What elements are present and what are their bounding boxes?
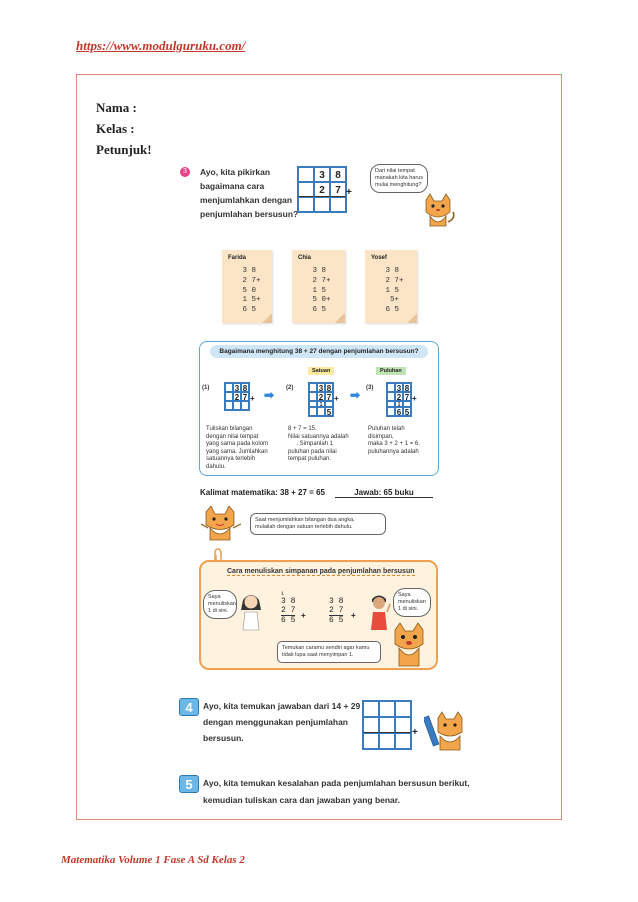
grid-cell: 2: [314, 182, 330, 197]
step-text-line: Tuliskan bilangan: [206, 426, 253, 432]
grid-cell[interactable]: [379, 701, 395, 717]
step-3-text: [368, 426, 438, 456]
q4-line: bersusun.: [203, 733, 244, 743]
q3-line: menjumlahkan dengan: [200, 195, 293, 205]
grid-cell: 3: [234, 384, 240, 393]
question-5-number: 5: [179, 775, 199, 793]
calc-line: 6 5: [329, 616, 344, 625]
grid-cell: [298, 197, 314, 212]
calc-line: 3 8: [329, 597, 344, 606]
q3-line: Ayo, kita pikirkan: [200, 167, 271, 177]
bubble-line: 1 di sini.: [398, 606, 419, 612]
carry-digit: 1: [281, 591, 285, 597]
q5-line: kemudian tuliskan cara dan jawaban yang benar.: [203, 795, 400, 805]
header-url-link[interactable]: https://www.modulguruku.com/: [76, 38, 246, 53]
grid-cell: 5: [326, 408, 332, 417]
calc-line: 2 7: [281, 606, 296, 615]
solution-card-chia: [292, 250, 345, 323]
step-text-line: puluhannya adalah: [368, 448, 419, 455]
grid-cell: 2: [234, 393, 240, 402]
grid-cell: 8: [326, 384, 332, 393]
card-name: Chia: [298, 255, 312, 261]
carry-find-bubble: [277, 641, 381, 663]
grid-cell: 1: [395, 401, 403, 407]
card-calculation: 3 8 2 7+ 5 0 1 5+ 6 5: [242, 267, 261, 315]
grid-cell: [225, 383, 233, 392]
solution-card-yosef: [365, 250, 417, 323]
girl-student-icon: [239, 590, 263, 632]
q3-plus-sign: +: [346, 187, 352, 198]
grid-cell: [225, 392, 233, 401]
bubble-line: mulailah dengan satuan terlebih dahulu.: [255, 524, 353, 530]
carry-plus-a: +: [301, 611, 306, 620]
grid-cell[interactable]: [379, 717, 395, 733]
step-text-line: dahulu.: [206, 463, 226, 470]
q3-place-value-grid: [297, 166, 347, 213]
card-fold: [335, 313, 345, 323]
grid-cell: 2: [318, 393, 324, 402]
bubble-line: 1 di sini.: [208, 608, 229, 614]
bubble-line: tidak lupa saat menyimpan 1.: [282, 652, 354, 658]
step-text-line: yang sama. Jumlahkan: [206, 448, 268, 455]
step-2-grid: [308, 382, 334, 417]
grid-cell: [298, 182, 314, 197]
question-4-number: 4: [179, 698, 199, 716]
arrow-right-icon: ➡: [350, 388, 361, 402]
carry-box: [199, 560, 438, 670]
carry-left-bubble: [203, 590, 237, 619]
method-title: Bagaimana menghitung 38 + 27 dengan penjumlahan bersusun?: [210, 345, 428, 358]
carry-plus-b: +: [351, 611, 356, 620]
grid-cell[interactable]: [363, 701, 379, 717]
bubble-line: Dari nilai tempat: [375, 168, 415, 174]
grid-cell: [309, 407, 317, 416]
grid-cell: 7: [330, 182, 346, 197]
bubble-line: Saat menjumlahkan bilangan dua angka,: [255, 517, 355, 523]
question-3-prompt: [200, 165, 298, 221]
q4-line: Ayo, kita temukan jawaban dari 14 + 29: [203, 701, 361, 711]
grid-cell: [317, 407, 325, 416]
q4-plus-sign: +: [412, 727, 418, 738]
step-2-number: (2): [286, 385, 294, 391]
step-1-plus: +: [250, 394, 255, 403]
grid-cell[interactable]: [395, 717, 411, 733]
step-text-line: puluhan pada nilai: [288, 448, 337, 455]
grid-cell[interactable]: [395, 733, 411, 749]
grid-cell: [233, 401, 241, 410]
grid-cell: 3: [318, 384, 324, 393]
cat-with-pencil-icon: [424, 710, 464, 752]
step-2-plus: +: [334, 394, 339, 403]
card-calculation: 3 8 2 7+ 1 5 5 0+ 6 5: [312, 267, 331, 315]
grid-cell: [298, 167, 314, 182]
bubble-line: Saya: [208, 594, 221, 600]
grid-cell[interactable]: [363, 733, 379, 749]
grid-cell: 8: [330, 167, 346, 182]
grid-cell: 1: [317, 401, 325, 407]
grid-cell: 5: [404, 408, 410, 417]
step-text-line: tempat puluhan.: [288, 456, 332, 462]
step-text-line: yang sama pada kolom: [206, 441, 269, 447]
grid-cell: 7: [404, 393, 410, 402]
class-label: Kelas :: [96, 121, 135, 136]
q3-line: penjumlahan bersusun?: [200, 209, 299, 219]
calc-line: 2 7: [329, 606, 344, 615]
tip-bubble: [250, 513, 386, 535]
calc-line: 6 5: [281, 616, 296, 625]
step-1-grid: [224, 382, 250, 411]
step-3-number: (3): [366, 385, 374, 391]
grid-cell: [387, 392, 395, 401]
cat-mascot-icon: [200, 506, 242, 542]
grid-cell[interactable]: [379, 733, 395, 749]
card-name: Farida: [228, 255, 247, 261]
carry-right-bubble: [393, 588, 431, 617]
grid-cell: 6: [396, 408, 402, 417]
solution-card-farida: [222, 250, 272, 323]
bubble-line: manakah kita harus: [375, 175, 423, 181]
step-text-line: maka 3 + 2 + 1 = 6.: [368, 441, 420, 447]
grid-cell: [387, 383, 395, 392]
question-3-number: 3: [180, 167, 190, 177]
carry-calc-a: [281, 592, 295, 625]
q4-answer-grid[interactable]: [362, 700, 412, 750]
arrow-right-icon: ➡: [264, 388, 275, 402]
grid-cell: 2: [396, 393, 402, 402]
bubble-line: Temukan caramu sendiri agar kamu: [282, 645, 370, 651]
step-2-text: [288, 426, 368, 464]
bubble-line: mulai menghitung?: [375, 182, 422, 188]
step-1-text: [206, 426, 286, 471]
grid-cell: [309, 392, 317, 401]
step-text-line: Puluhan telah: [368, 426, 405, 432]
math-sentence: Kalimat matematika: 38 + 27 = 65: [200, 488, 325, 497]
step-text-line: 8 + 7 = 15.: [288, 426, 317, 432]
grid-cell: [309, 383, 317, 392]
question-4-prompt: [203, 698, 360, 746]
footer-text: Matematika Volume 1 Fase A Sd Kelas 2: [61, 854, 245, 866]
step-text-line: satuannya terlebih: [206, 456, 256, 462]
question-5-prompt: [203, 775, 470, 809]
grid-cell: 8: [404, 384, 410, 393]
card-calculation: 3 8 2 7+ 1 5 5+ 6 5: [385, 267, 404, 315]
grid-cell: [225, 401, 233, 410]
step-1-number: (1): [202, 385, 210, 391]
grid-cell: [241, 401, 249, 410]
boy-student-icon: [367, 590, 391, 632]
bubble-line: menuliskan: [208, 601, 236, 607]
answer-text: Jawab: 65 buku: [335, 488, 433, 498]
grid-cell: 3: [314, 167, 330, 182]
instruction-label: Petunjuk!: [96, 142, 152, 157]
name-label: Nama :: [96, 100, 137, 115]
grid-cell: 7: [242, 393, 248, 402]
grid-cell[interactable]: [363, 717, 379, 733]
q5-line: Ayo, kita temukan kesalahan pada penjumlahan bersusun berikut,: [203, 778, 470, 788]
q3-line: bagaimana cara: [200, 181, 265, 191]
grid-cell: [387, 407, 395, 416]
cat-mascot-icon: [389, 622, 429, 668]
step-3-grid: [386, 382, 412, 417]
grid-cell[interactable]: [395, 701, 411, 717]
grid-cell: 7: [326, 393, 332, 402]
q3-cat-bubble: [370, 164, 428, 193]
grid-cell: 3: [396, 384, 402, 393]
step-text-line: dengan nilai tempat: [206, 433, 259, 440]
grid-cell: [330, 197, 346, 212]
card-fold: [407, 313, 417, 323]
step-text-line: Nilai satuannya adalah: [288, 433, 349, 440]
carry-title: Cara menuliskan simpanan pada penjumlahan bersusun: [227, 568, 415, 575]
q4-line: dengan menggunakan penjumlahan: [203, 717, 348, 727]
satuan-label: Satuan: [308, 367, 334, 375]
bubble-line: menuliskan: [398, 599, 426, 605]
grid-cell: 8: [242, 384, 248, 393]
carry-calc-b: [329, 597, 343, 625]
card-fold: [262, 313, 272, 323]
step-text-line: . Simpanlah 1: [288, 441, 334, 447]
step-3-plus: +: [412, 394, 417, 403]
card-name: Yosef: [371, 255, 387, 261]
cat-mascot-icon: [420, 192, 456, 230]
method-box: [199, 341, 439, 476]
puluhan-label: Puluhan: [376, 367, 406, 375]
grid-cell: [314, 197, 330, 212]
calc-line: 3 8: [281, 597, 296, 606]
bubble-line: Saya: [398, 592, 411, 598]
step-text-line: disimpan,: [368, 433, 394, 440]
